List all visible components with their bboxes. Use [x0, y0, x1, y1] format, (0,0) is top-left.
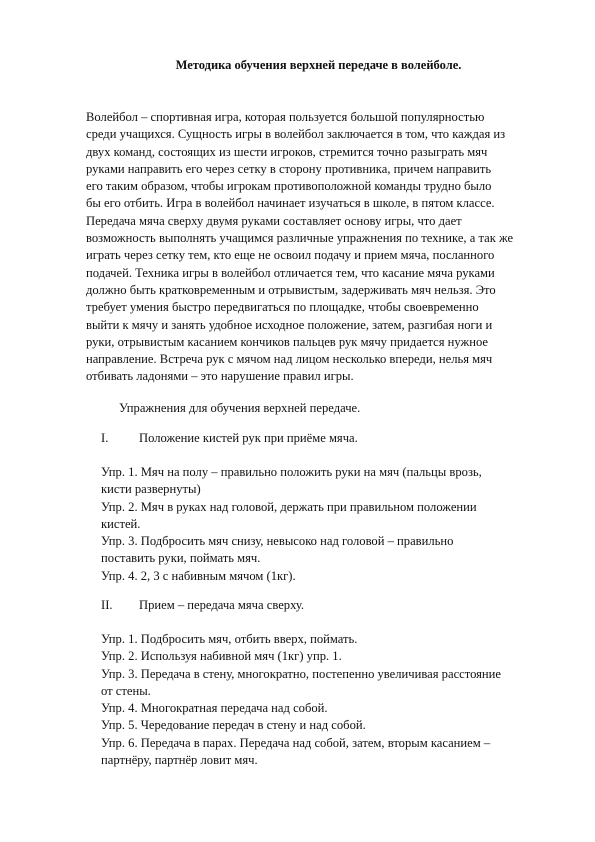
exercise-line: кисти развернуты) — [101, 482, 201, 497]
section-1-numeral: I. — [101, 431, 109, 445]
section-1-title: Положение кистей рук при приёме мяча. — [139, 431, 358, 445]
exercise-line: Упр. 6. Передача в парах. Передача над собой, затем, вторым касанием – — [101, 735, 491, 750]
exercise-line: поставить руки, поймать мяч. — [101, 551, 261, 566]
page-title: Методика обучения верхней передаче в волейболе. — [175, 58, 462, 72]
exercise-line: партнёру, партнёр ловит мяч. — [101, 753, 258, 768]
intro-line: направление. Встреча рук с мячом над лицом несколько впереди, нелья мяч — [86, 352, 493, 367]
intro-line: играть через сетку тем, кто еще не освоил подачу и прием мяча, посланного — [86, 248, 495, 263]
exercise-line: Упр. 4. Многократная передача над собой. — [101, 701, 328, 716]
intro-line: бы его отбить. Игра в волейбол начинает изучаться в школе, в пятом классе. — [86, 196, 495, 211]
exercise-line: Упр. 1. Мяч на полу – правильно положить руки на мяч (пальцы врозь, — [101, 465, 482, 479]
intro-line: требует умения быстро передвигаться по площадке, чтобы своевременно — [86, 300, 479, 315]
exercise-line: Упр. 1. Подбросить мяч, отбить вверх, поймать. — [101, 632, 358, 646]
intro-line: его таким образом, чтобы игрокам противоположной команды трудно было — [86, 179, 492, 194]
intro-line: выйти к мячу и занять удобное исходное положение, затем, разгибая ноги и — [86, 317, 493, 332]
exercise-line: Упр. 3. Передача в стену, многократно, постепенно увеличивая расстояние — [101, 666, 502, 681]
exercises-heading: Упражнения для обучения верхней передаче. — [119, 401, 361, 415]
intro-paragraph — [86, 109, 541, 386]
intro-line: руками направить его через сетку в сторону противника, причем направить — [86, 161, 492, 176]
section-2-title: Прием – передача мяча сверху. — [139, 598, 305, 612]
section-1-heading — [101, 430, 358, 447]
intro-line: руки, отрывистым касанием кончиков пальцев рук мячу придается нужное — [86, 334, 489, 349]
exercise-line: Упр. 4. 2, 3 с набивным мячом (1кг). — [101, 568, 296, 583]
exercise-line: Упр. 2. Мяч в руках над головой, держать при правильном положении — [101, 499, 477, 514]
exercise-line: от стены. — [101, 683, 151, 698]
intro-line: Волейбол – спортивная игра, которая пользуется большой популярностью — [86, 110, 485, 124]
section-2-heading — [101, 597, 304, 614]
section-1-exercises — [101, 464, 551, 585]
section-2-numeral: II. — [101, 598, 113, 612]
intro-line: Передача мяча сверху двумя руками составляет основу игры, что дает — [86, 213, 462, 228]
intro-line: должно быть кратковременным и отрывистым, задерживать мяч нельзя. Это — [86, 282, 496, 297]
intro-line: возможность выполнять учащимся различные упражнения по технике, а так же — [86, 231, 514, 246]
exercise-line: кистей. — [101, 516, 141, 531]
section-2-exercises — [101, 631, 551, 769]
exercise-line: Упр. 5. Чередование передач в стену и над собой. — [101, 718, 366, 733]
exercise-line: Упр. 2. Используя набивной мяч (1кг) упр. 1. — [101, 649, 342, 664]
intro-line: отбивать ладонями – это нарушение правил игры. — [86, 369, 354, 384]
exercise-line: Упр. 3. Подбросить мяч снизу, невысоко над головой – правильно — [101, 534, 454, 549]
intro-line: подачей. Техника игры в волейбол отличается тем, что касание мяча руками — [86, 265, 495, 280]
intro-line: среди учащихся. Сущность игры в волейбол заключается в том, что каждая из — [86, 127, 506, 142]
intro-line: двух команд, состоящих из шести игроков, стремится точно разыграть мяч — [86, 144, 488, 159]
